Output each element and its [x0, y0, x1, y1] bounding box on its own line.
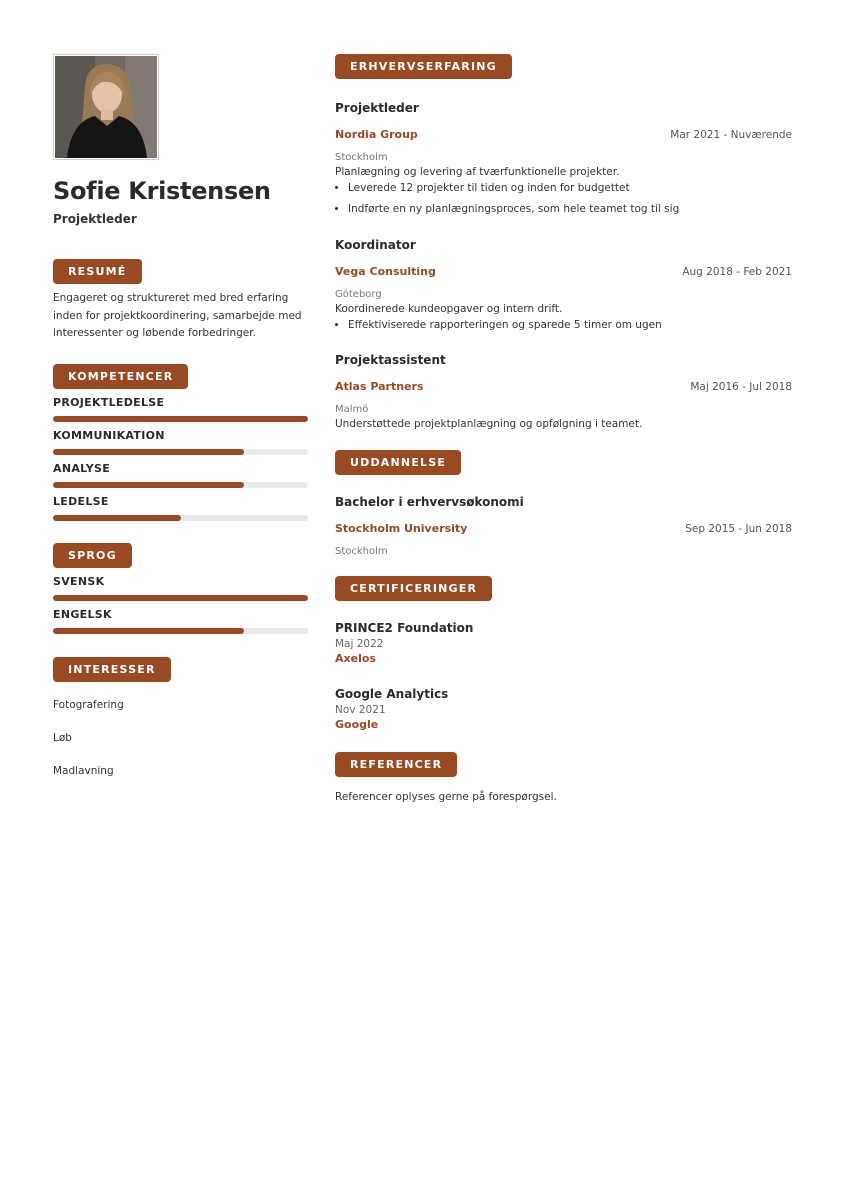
education-location: Stockholm: [335, 546, 388, 557]
skill-name: KOMMUNIKATION: [53, 428, 165, 442]
school-name: Stockholm University: [335, 522, 468, 535]
skill-bar: [53, 482, 308, 488]
language-bar: [53, 595, 308, 601]
skill-name: LEDELSE: [53, 494, 109, 508]
skill-item: [53, 429, 309, 455]
language-name: ENGELSK: [53, 607, 112, 621]
company-name: Nordia Group: [335, 128, 418, 141]
education-dates: Sep 2015 - Jun 2018: [685, 523, 792, 535]
certification-issuer: Axelos: [335, 652, 376, 665]
interest-item: Fotografering: [53, 698, 124, 711]
skill-bar: [53, 449, 308, 455]
skill-bar-fill: [53, 449, 244, 455]
section-header-skills: KOMPETENCER: [53, 364, 188, 389]
certification-issuer: Google: [335, 718, 379, 731]
experience-entry: [335, 353, 792, 430]
skill-item: [53, 396, 309, 422]
job-bullet: • Indførte en ny planlægningsproces, som hele teamet tog til sig: [348, 199, 792, 220]
certification-date: Maj 2022: [335, 638, 384, 650]
skill-name: PROJEKTLEDELSE: [53, 395, 165, 409]
section-header-interests: INTERESSER: [53, 657, 171, 682]
job-bullet: • Effektiviserede rapporteringen og sparede 5 timer om ugen: [348, 315, 792, 336]
certification-name: PRINCE2 Foundation: [335, 621, 474, 635]
skill-item: [53, 462, 309, 488]
skill-bar-fill: [53, 515, 181, 521]
section-header-references: REFERENCER: [335, 752, 457, 777]
section-header-certifications: CERTIFICERINGER: [335, 576, 492, 601]
job-bullets: [335, 178, 792, 220]
job-title: Koordinator: [335, 238, 416, 252]
job-dates: Mar 2021 - Nuværende: [670, 129, 792, 141]
job-description: Understøttede projektplanlægning og opfølgning i teamet.: [335, 418, 643, 430]
skill-bar: [53, 515, 308, 521]
certification-name: Google Analytics: [335, 687, 449, 701]
job-title: Projektleder: [335, 101, 419, 115]
section-header-experience: ERHVERVSERFARING: [335, 54, 512, 79]
company-name: Atlas Partners: [335, 380, 424, 393]
right-column: [335, 54, 792, 803]
certification-date: Nov 2021: [335, 704, 386, 716]
summary-text: Engageret og struktureret med bred erfaring inden for projektkoordinering, samarbejde med interessenter og løbende forbedringer.: [53, 292, 302, 339]
job-location: Göteborg: [335, 289, 382, 300]
education-entry: [335, 495, 792, 557]
experience-entry: [335, 101, 792, 220]
job-bullet: • Leverede 12 projekter til tiden og inden for budgettet: [348, 178, 792, 199]
company-name: Vega Consulting: [335, 265, 436, 278]
language-bar-fill: [53, 628, 244, 634]
languages-list: [53, 575, 309, 634]
job-location: Stockholm: [335, 152, 388, 163]
skills-list: [53, 396, 309, 521]
interest-item: Madlavning: [53, 764, 114, 777]
skill-name: ANALYSE: [53, 461, 111, 475]
job-title: Projektassistent: [335, 353, 446, 367]
language-bar-fill: [53, 595, 308, 601]
certification-entry: [335, 621, 792, 665]
language-bar: [53, 628, 308, 634]
skill-item: [53, 495, 309, 521]
section-header-summary: RESUMÉ: [53, 259, 142, 284]
section-header-education: UDDANNELSE: [335, 450, 461, 475]
certification-entry: [335, 687, 792, 731]
job-description: Koordinerede kundeopgaver og intern drift.: [335, 303, 563, 315]
interests-list: [53, 697, 309, 796]
profile-photo: [53, 54, 159, 160]
degree-name: Bachelor i erhvervsøkonomi: [335, 495, 524, 509]
job-location: Malmö: [335, 404, 369, 415]
job-bullets: [335, 315, 792, 336]
job-description: Planlægning og levering af tværfunktionelle projekter.: [335, 166, 620, 178]
profile-photo-image: [55, 56, 157, 158]
person-title: Projektleder: [53, 212, 137, 226]
language-item: [53, 575, 309, 601]
skill-bar-fill: [53, 416, 308, 422]
language-name: SVENSK: [53, 574, 105, 588]
experience-entry: [335, 238, 792, 336]
section-header-languages: SPROG: [53, 543, 132, 568]
interest-item: Løb: [53, 731, 72, 744]
skill-bar: [53, 416, 308, 422]
person-name: Sofie Kristensen: [53, 177, 271, 205]
job-dates: Maj 2016 - Jul 2018: [690, 381, 792, 393]
language-item: [53, 608, 309, 634]
left-column: [53, 54, 309, 796]
skill-bar-fill: [53, 482, 244, 488]
job-dates: Aug 2018 - Feb 2021: [682, 266, 792, 278]
references-text: Referencer oplyses gerne på forespørgsel.: [335, 791, 557, 803]
